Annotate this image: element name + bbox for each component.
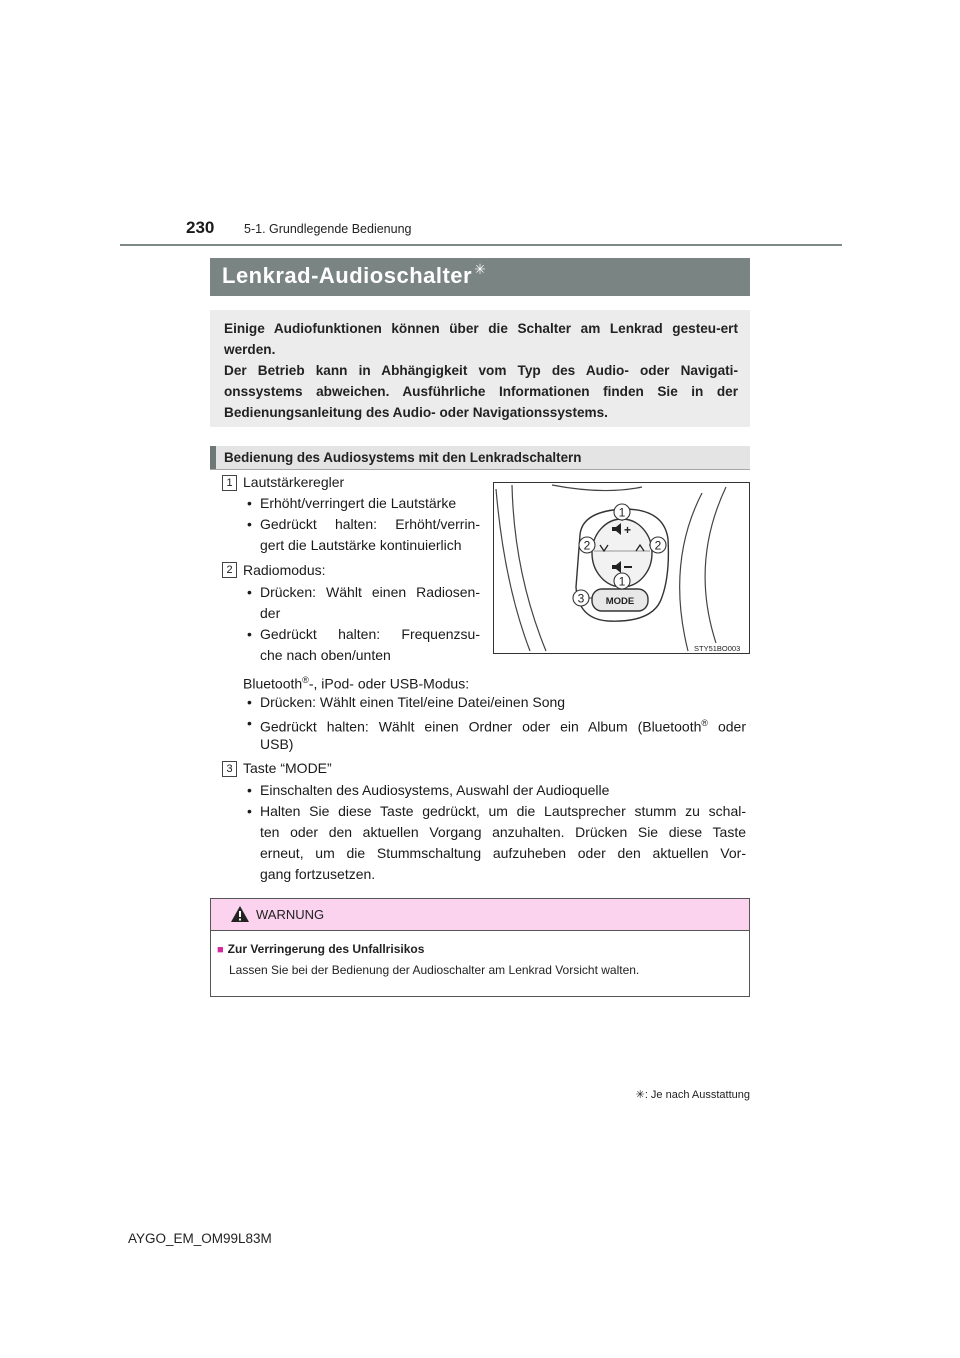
page-title bbox=[222, 263, 486, 289]
item-2-bullet-3: • Drücken: Wählt einen Titel/eine Datei/einen Song bbox=[260, 692, 565, 713]
intro-line-2: Der Betrieb kann in Abhängigkeit vom Typ des Audio- oder Navigati-onssystems abweichen. Ausführliche Informationen finden Sie in der Bedienungsanleitung des Audio- oder Navigationssystems. bbox=[224, 363, 738, 420]
item-3-number: 3 bbox=[222, 761, 237, 777]
callout-1-top: 1 bbox=[618, 505, 626, 520]
item-1-title: Lautstärkeregler bbox=[243, 474, 345, 490]
callout-3: 3 bbox=[577, 591, 585, 606]
item-1-bullet-2: • Gedrückt halten: Erhöht/verrin- bbox=[260, 514, 480, 535]
item-1-number: 1 bbox=[222, 475, 237, 491]
callout-2-right: 2 bbox=[654, 538, 662, 553]
item-2-bluetooth-line: Bluetooth®-, iPod- oder USB-Modus: bbox=[243, 675, 470, 692]
callout-2-left: 2 bbox=[583, 538, 591, 553]
bullet-icon: • bbox=[247, 803, 252, 819]
bullet-icon: • bbox=[247, 626, 252, 642]
asterisk-icon: ✳ bbox=[474, 261, 487, 277]
item-3-bullet-2-cont-3: gang fortzusetzen. bbox=[260, 866, 376, 882]
intro-box bbox=[210, 310, 750, 427]
bullet-icon: • bbox=[247, 694, 252, 710]
warning-header bbox=[211, 899, 749, 931]
warning-body: Lassen Sie bei der Bedienung der Audioschalter am Lenkrad Vorsicht walten. bbox=[229, 963, 640, 977]
bullet-icon: • bbox=[247, 516, 252, 532]
item-2-bullet-2: • Gedrückt halten: Frequenzsu- bbox=[260, 624, 480, 645]
footer-doc-code: AYGO_EM_OM99L83M bbox=[128, 1231, 272, 1246]
bullet-icon: • bbox=[247, 715, 252, 731]
section-label: 5-1. Grundlegende Bedienung bbox=[244, 222, 412, 236]
item-2-bullet-1-cont: der bbox=[260, 605, 281, 621]
item-3-bullet-1: • Einschalten des Audiosystems, Auswahl der Audioquelle bbox=[260, 780, 609, 801]
item-3-bullet-2-cont-1: ten oder den aktuellen Vorgang anzuhalten. Drücken Sie diese Taste bbox=[260, 824, 746, 840]
asterisk-icon: ✳ bbox=[635, 1089, 645, 1101]
svg-text:+: + bbox=[624, 523, 632, 537]
intro-line-1: Einige Audiofunktionen können über die Schalter am Lenkrad gesteu-ert werden. bbox=[224, 321, 738, 357]
item-2-bullet-4-cont: USB) bbox=[260, 736, 294, 752]
footnote: ✳: Je nach Ausstattung bbox=[635, 1089, 750, 1101]
subheader bbox=[210, 446, 750, 470]
warning-subtitle: ■ Zur Verringerung des Unfallrisikos bbox=[217, 942, 425, 956]
steering-switch-illustration bbox=[494, 483, 750, 654]
item-2-bullet-2-cont: che nach oben/unten bbox=[260, 647, 391, 663]
item-2-title: Radiomodus: bbox=[243, 562, 326, 578]
page-title-text: Lenkrad-Audioschalter bbox=[222, 263, 473, 288]
callout-1-bottom: 1 bbox=[618, 574, 626, 589]
figure-code: STY51BO003 bbox=[694, 644, 741, 653]
bullet-icon: • bbox=[247, 782, 252, 798]
mode-button-label: MODE bbox=[605, 596, 635, 607]
bullet-icon: • bbox=[247, 495, 252, 511]
item-2-bullet-1: • Drücken: Wählt einen Radiosen- bbox=[260, 582, 480, 603]
subheader-text: Bedienung des Audiosystems mit den Lenkradschaltern bbox=[224, 450, 582, 465]
item-2-number: 2 bbox=[222, 562, 237, 578]
page-number: 230 bbox=[186, 218, 215, 237]
item-3-bullet-2-cont-2: erneut, um die Stummschaltung aufzuheben oder den aktuellen Vor- bbox=[260, 845, 746, 861]
warning-box bbox=[210, 898, 750, 997]
item-2-bullet-4: • Gedrückt halten: Wählt einen Ordner oder ein Album (Bluetooth® oder bbox=[247, 715, 746, 735]
bullet-icon: • bbox=[247, 584, 252, 600]
item-1-bullet-2-cont: gert die Lautstärke kontinuierlich bbox=[260, 537, 462, 553]
item-3-title: Taste “MODE” bbox=[243, 760, 332, 776]
subheader-mark bbox=[210, 446, 216, 469]
warning-triangle-icon bbox=[230, 905, 250, 923]
item-3-bullet-2: • Halten Sie diese Taste gedrückt, um die Lautsprecher stumm zu schal- bbox=[260, 801, 746, 822]
warning-title: WARNUNG bbox=[256, 907, 325, 922]
item-1-bullet-1: • Erhöht/verringert die Lautstärke bbox=[260, 493, 456, 514]
header-rule bbox=[120, 244, 842, 246]
square-bullet-icon: ■ bbox=[217, 944, 224, 956]
steering-switch-figure bbox=[493, 482, 750, 654]
title-bar bbox=[210, 258, 750, 296]
